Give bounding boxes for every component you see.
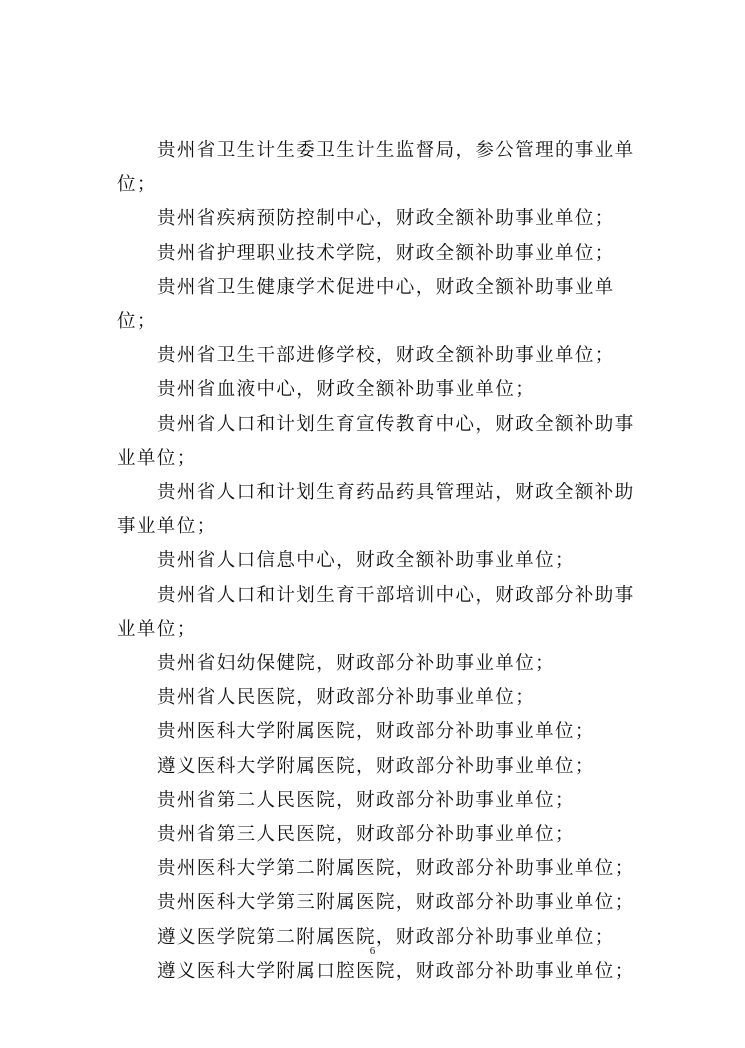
paragraph-6: 贵州省血液中心，财政全额补助事业单位； xyxy=(157,379,536,401)
paragraph-19: 遵义医学院第二附属医院，财政部分补助事业单位； xyxy=(157,926,615,948)
paragraph-1: 贵州省卫生计生委卫生计生监督局，参公管理的事业单位； xyxy=(117,140,635,196)
paragraph-2: 贵州省疾病预防控制中心，财政全额补助事业单位； xyxy=(157,208,615,230)
paragraph-8: 贵州省人口和计划生育药品药具管理站，财政全额补助事业单位； xyxy=(117,482,635,538)
paragraph-12: 贵州省人民医院，财政部分补助事业单位； xyxy=(157,687,536,709)
paragraph-17: 贵州医科大学第二附属医院，财政部分补助事业单位； xyxy=(157,858,635,880)
paragraph-10: 贵州省人口和计划生育干部培训中心，财政部分补助事业单位； xyxy=(117,584,635,640)
page-number: 6 xyxy=(369,945,376,957)
paragraph-9: 贵州省人口信息中心，财政全额补助事业单位； xyxy=(157,550,575,572)
body-text xyxy=(117,134,647,989)
paragraph-4: 贵州省卫生健康学术促进中心，财政全额补助事业单位； xyxy=(117,276,615,333)
paragraph-15: 贵州省第二人民医院，财政部分补助事业单位； xyxy=(157,789,575,811)
paragraph-5: 贵州省卫生干部进修学校，财政全额补助事业单位； xyxy=(157,345,615,367)
paragraph-18: 贵州医科大学第三附属医院，财政部分补助事业单位； xyxy=(157,892,635,914)
paragraph-3: 贵州省护理职业技术学院，财政全额补助事业单位； xyxy=(157,242,615,264)
paragraph-7: 贵州省人口和计划生育宣传教育中心，财政全额补助事业单位； xyxy=(117,413,635,469)
paragraph-13: 贵州医科大学附属医院，财政部分补助事业单位； xyxy=(157,721,595,743)
paragraph-14: 遵义医科大学附属医院，财政部分补助事业单位； xyxy=(157,755,595,777)
paragraph-20: 遵义医科大学附属口腔医院，财政部分补助事业单位； xyxy=(157,960,635,982)
paragraph-16: 贵州省第三人民医院，财政部分补助事业单位； xyxy=(157,824,575,846)
paragraph-11: 贵州省妇幼保健院，财政部分补助事业单位； xyxy=(157,653,556,675)
